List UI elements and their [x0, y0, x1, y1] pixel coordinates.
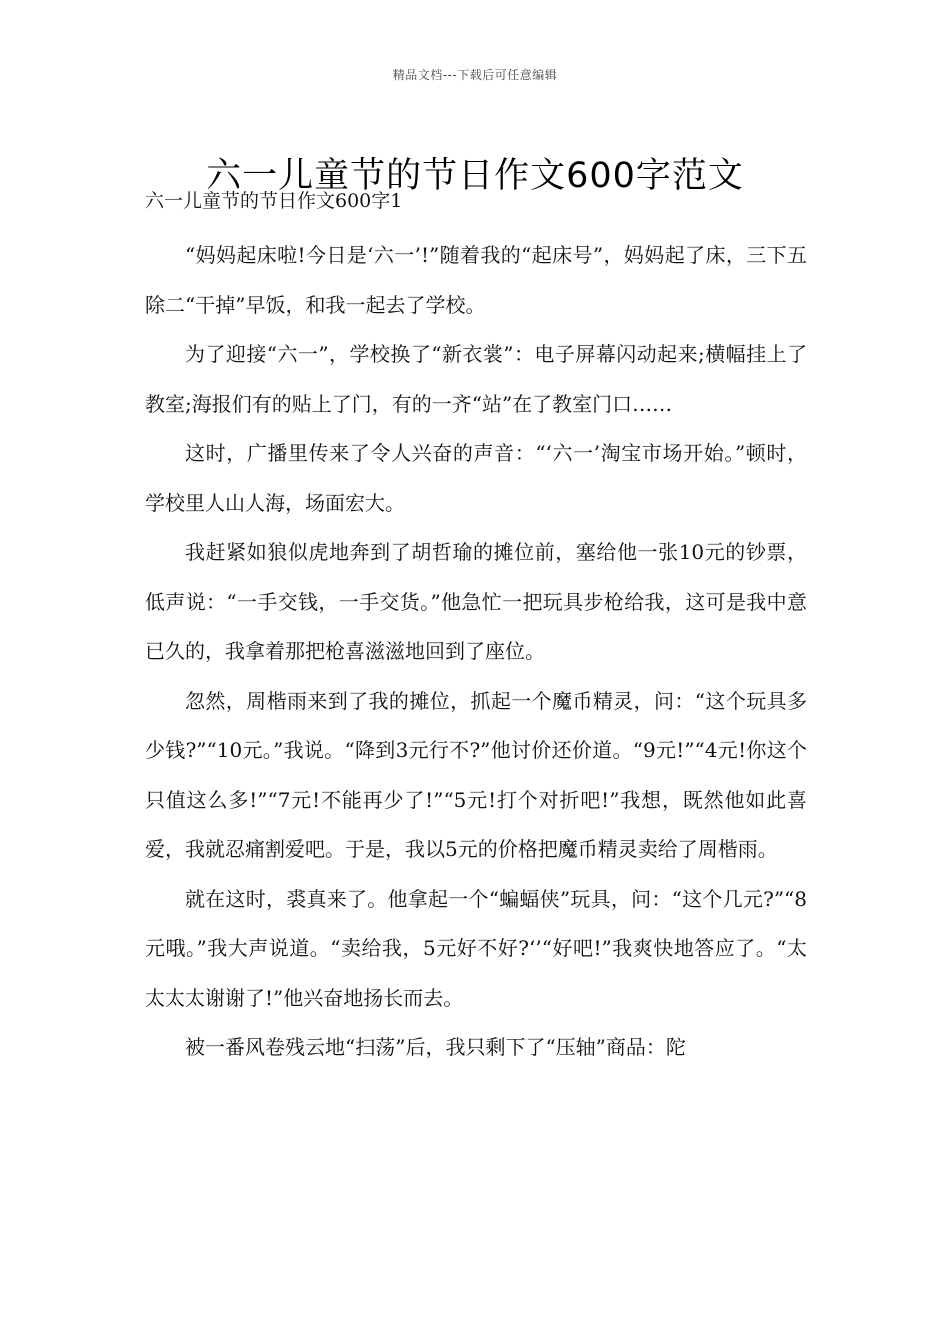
- paragraph: 这时，广播里传来了令人兴奋的声音：“‘六一’淘宝市场开始。”顿时，学校里人山人海，场面宏大。: [145, 441, 807, 515]
- document-title: 六一儿童节的节日作文600字范文: [206, 156, 744, 197]
- paragraph: 就在这时，裘真来了。他拿起一个“蝙蝠侠”玩具，问：“这个几元?”“8元哦。”我大声说道。“卖给我，5元好不好?‘’“好吧!”我爽快地答应了。“太太太太谢谢了!”他兴奋地扬长而去。: [145, 886, 807, 1010]
- paragraph: 我赶紧如狼似虎地奔到了胡哲瑜的摊位前，塞给他一张10元的钞票，低声说：“一手交钱，一手交货。”他急忙一把玩具步枪给我，这可是我中意已久的，我拿着那把枪喜滋滋地回到了座位。: [145, 540, 807, 663]
- document-subtitle: 六一儿童节的节日作文600字1: [145, 190, 403, 212]
- document-body: [145, 231, 807, 1073]
- paragraph: 忽然，周楷雨来到了我的摊位，抓起一个魔币精灵，问：“这个玩具多少钱?”“10元。”我说。“降到3元行不?”他讨价还价道。“9元!”“4元!你这个只值这么多!”“7元!不能再少了!”“5元!打个对折吧!”我想，既然他如此喜爱，我就忍痛割爱吧。于是，我以5元的价格把魔币精灵卖给了周楷雨。: [145, 688, 807, 861]
- paragraph: “妈妈起床啦!今日是‘六一’!”随着我的“起床号”，妈妈起了床，三下五除二“干掉”早饭，和我一起去了学校。: [145, 243, 807, 317]
- paragraph: 为了迎接“六一”，学校换了“新衣裳”：电子屏幕闪动起来;横幅挂上了教室;海报们有的贴上了门，有的一齐“站”在了教室门口……: [145, 342, 807, 416]
- header-watermark: 精品文档---下载后可任意编辑: [392, 68, 558, 82]
- paragraph: 被一番风卷残云地“扫荡”后，我只剩下了“压轴”商品：陀: [185, 1035, 686, 1059]
